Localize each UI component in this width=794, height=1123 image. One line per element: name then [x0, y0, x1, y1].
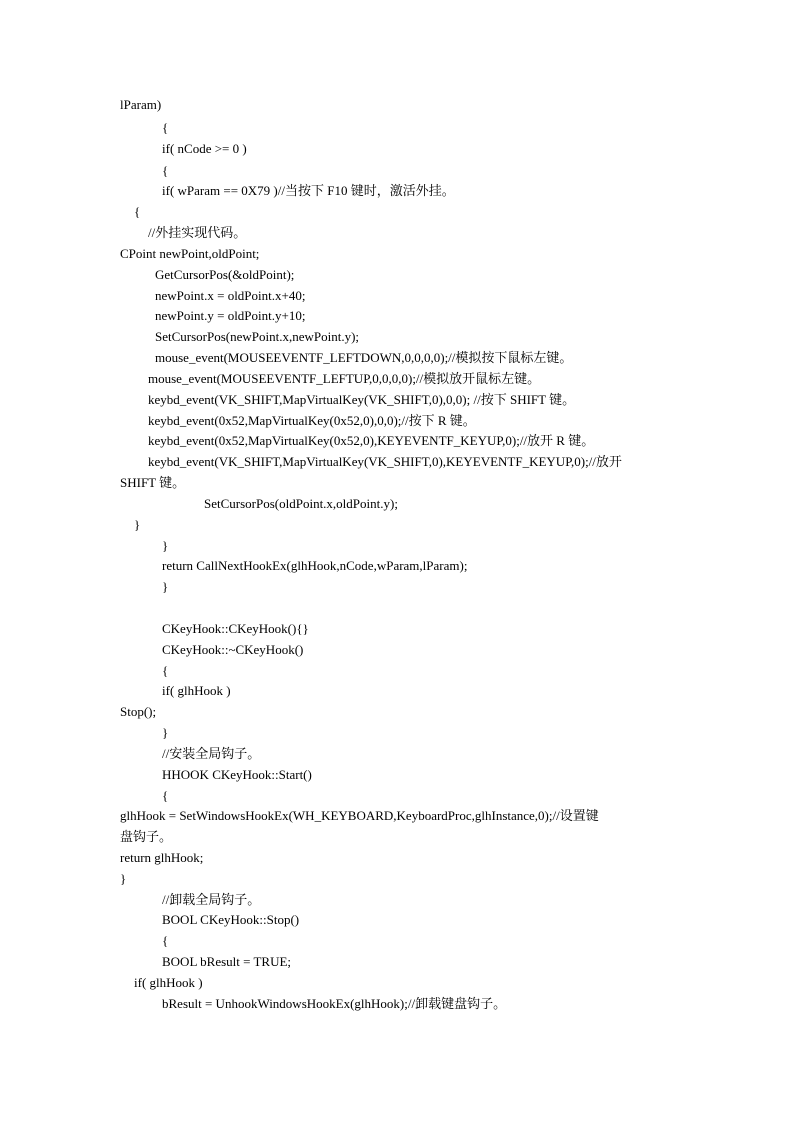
code-line: keybd_event(VK_SHIFT,MapVirtualKey(VK_SHIFT,0),KEYEVENTF_KEYUP,0);//放开 [148, 454, 622, 469]
code-line: { [162, 933, 169, 948]
code-line: } [162, 538, 169, 553]
code-line: bResult = UnhookWindowsHookEx(glhHook);//卸载键盘钩子。 [162, 996, 507, 1011]
code-line: } [162, 579, 169, 594]
code-line: { [134, 204, 141, 219]
code-line: SetCursorPos(newPoint.x,newPoint.y); [155, 329, 360, 344]
code-line: SetCursorPos(oldPoint.x,oldPoint.y); [204, 496, 398, 511]
code-line: CKeyHook::~CKeyHook() [162, 642, 304, 657]
code-line: } [120, 871, 127, 886]
code-line: BOOL CKeyHook::Stop() [162, 912, 300, 927]
code-line: BOOL bResult = TRUE; [162, 954, 292, 969]
code-line: //安装全局钩子。 [162, 746, 261, 761]
code-line: //卸载全局钩子。 [162, 892, 261, 907]
code-line: { [162, 163, 169, 178]
code-line: if( wParam == 0X79 )//当按下 F10 键时，激活外挂。 [162, 183, 455, 198]
code-line: { [162, 120, 169, 135]
code-line: glhHook = SetWindowsHookEx(WH_KEYBOARD,KeyboardProc,glhInstance,0);//设置键 [120, 808, 599, 823]
code-line: } [162, 725, 169, 740]
code-line: mouse_event(MOUSEEVENTF_LEFTUP,0,0,0,0);//模拟放开鼠标左键。 [148, 371, 541, 386]
code-line: { [162, 663, 169, 678]
code-line: { [162, 788, 169, 803]
code-line: lParam) [120, 97, 162, 112]
code-line: SHIFT 键。 [120, 475, 186, 490]
code-line: CPoint newPoint,oldPoint; [120, 246, 260, 261]
code-line: CKeyHook::CKeyHook(){} [162, 621, 309, 636]
code-line: return CallNextHookEx(glhHook,nCode,wParam,lParam); [162, 558, 468, 573]
code-line: } [134, 517, 141, 532]
code-line: GetCursorPos(&oldPoint); [155, 267, 295, 282]
code-line: keybd_event(0x52,MapVirtualKey(0x52,0),KEYEVENTF_KEYUP,0);//放开 R 键。 [148, 433, 595, 448]
code-line: newPoint.x = oldPoint.x+40; [155, 288, 306, 303]
code-line: HHOOK CKeyHook::Start() [162, 767, 312, 782]
code-line: keybd_event(0x52,MapVirtualKey(0x52,0),0,0);//按下 R 键。 [148, 413, 476, 428]
code-line: if( glhHook ) [162, 683, 231, 698]
code-line: return glhHook; [120, 850, 204, 865]
code-line: mouse_event(MOUSEEVENTF_LEFTDOWN,0,0,0,0);//模拟按下鼠标左键。 [155, 350, 573, 365]
code-line: if( nCode >= 0 ) [162, 141, 247, 156]
code-line: keybd_event(VK_SHIFT,MapVirtualKey(VK_SHIFT,0),0,0); //按下 SHIFT 键。 [148, 392, 576, 407]
code-line: Stop(); [120, 704, 157, 719]
code-line: if( glhHook ) [134, 975, 203, 990]
code-line: //外挂实现代码。 [148, 225, 247, 240]
code-line: 盘钩子。 [120, 829, 173, 844]
code-line: newPoint.y = oldPoint.y+10; [155, 308, 306, 323]
